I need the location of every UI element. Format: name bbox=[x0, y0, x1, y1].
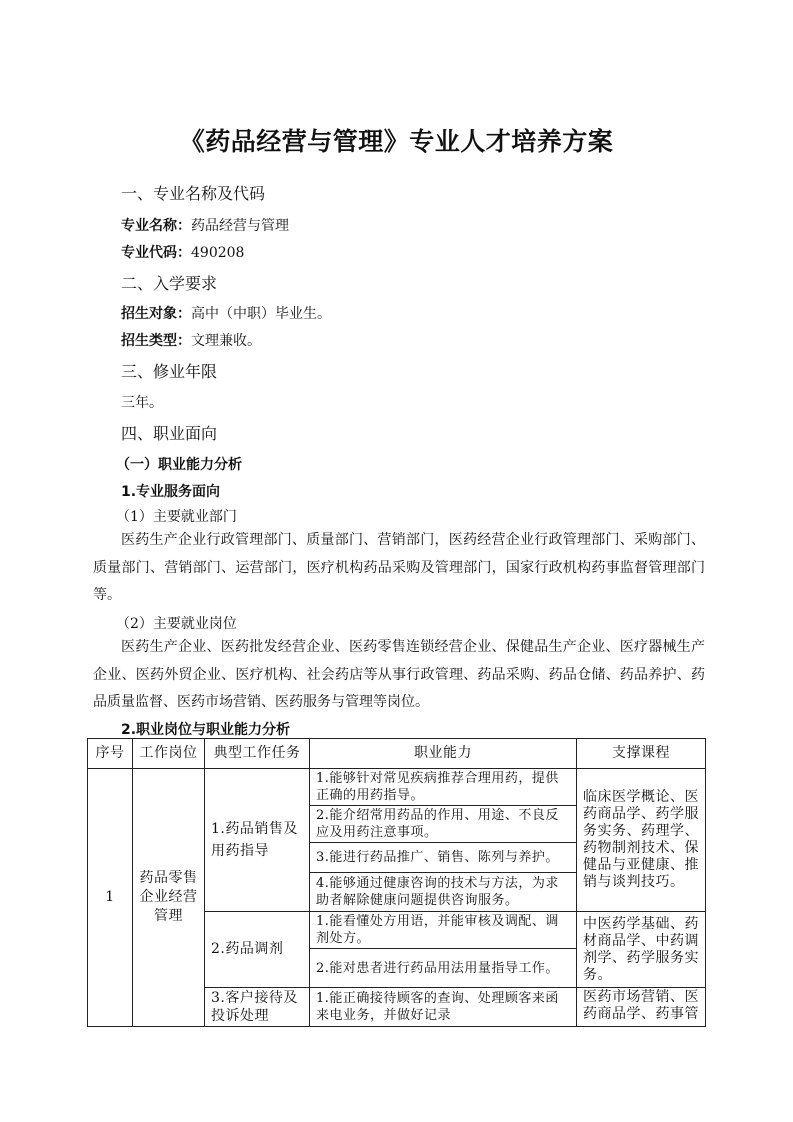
header-courses: 支撑课程 bbox=[577, 739, 706, 769]
section-heading-4: 四、职业面向 bbox=[121, 424, 218, 443]
employment-positions-label: （2）主要就业岗位 bbox=[116, 616, 237, 632]
position-ability-table bbox=[87, 738, 706, 1027]
ability-1-1: 1.能够针对常见疾病推荐合理用药，提供正确的用药指导。 bbox=[310, 769, 577, 806]
ability-1-4: 4.能够通过健康咨询的技术与方法，为求助者解除健康问题提供咨询服务。 bbox=[310, 873, 577, 912]
table-header-row bbox=[88, 739, 706, 769]
major-code-value: 490208 bbox=[191, 245, 245, 261]
task-3: 3.客户接待及投诉处理 bbox=[205, 988, 310, 1027]
ability-2-2: 2.能对患者进行药品用法用量指导工作。 bbox=[310, 949, 577, 988]
ability-1-2: 2.能介绍常用药品的作用、用途、不良反应及用药注意事项。 bbox=[310, 806, 577, 843]
ability-2-1: 1.能看懂处方用语，并能审核及调配、调剂处方。 bbox=[310, 912, 577, 949]
table-row bbox=[88, 769, 706, 806]
major-name-label: 专业名称： bbox=[121, 218, 191, 234]
header-tasks: 典型工作任务 bbox=[205, 739, 310, 769]
row-position: 药品零售企业经营管理 bbox=[133, 769, 205, 1027]
enroll-target-line bbox=[121, 303, 331, 323]
courses-task-1: 临床医学概论、医药商品学、药学服务实务、药理学、药物制剂技术、保健品与亚健康、推销与谈判技巧。 bbox=[577, 769, 706, 912]
subheading-position-ability: 2.职业岗位与职业能力分析 bbox=[121, 722, 291, 738]
enroll-type-value: 文理兼收。 bbox=[191, 333, 261, 349]
courses-task-3: 医药市场营销、医药商品学、药事管 bbox=[577, 988, 706, 1027]
section-heading-1: 一、专业名称及代码 bbox=[121, 184, 266, 203]
employment-positions-text: 医药生产企业、医药批发经营企业、医药零售连锁经营企业、保健品生产企业、医疗器械生产企业、医药外贸企业、医疗机构、社会药店等从事行政管理、药品采购、药品仓储、药品养护、药品质量监督、医药市场营销、医药服务与管理等岗位。 bbox=[93, 639, 705, 710]
section-heading-3: 三、修业年限 bbox=[121, 362, 218, 381]
major-name-value: 药品经营与管理 bbox=[191, 218, 289, 234]
section-heading-2: 二、入学要求 bbox=[121, 274, 218, 293]
major-name-line bbox=[121, 215, 289, 235]
header-abilities: 职业能力 bbox=[310, 739, 577, 769]
enroll-type-line bbox=[121, 330, 261, 350]
ability-1-3: 3.能进行药品推广、销售、陈列与养护。 bbox=[310, 843, 577, 873]
row-index: 1 bbox=[88, 769, 133, 1027]
employment-departments-label: （1）主要就业部门 bbox=[116, 509, 237, 525]
study-years: 三年。 bbox=[121, 395, 163, 411]
header-index: 序号 bbox=[88, 739, 133, 769]
enroll-type-label: 招生类型： bbox=[121, 333, 191, 349]
ability-3-1: 1.能正确接待顾客的查询、处理顾客来函来电业务，并做好记录 bbox=[310, 988, 577, 1027]
major-code-line bbox=[121, 242, 244, 262]
subheading-service-orientation: 1.专业服务面向 bbox=[121, 484, 221, 500]
courses-task-2: 中医药学基础、药材商品学、中药调剂学、药学服务实务。 bbox=[577, 912, 706, 988]
employment-departments-text: 医药生产企业行政管理部门、质量部门、营销部门，医药经营企业行政管理部门、采购部门、质量部门、营销部门、运营部门，医疗机构药品采购及管理部门，国家行政机构药事监督管理部门等。 bbox=[93, 532, 705, 603]
enroll-target-value: 高中（中职）毕业生。 bbox=[191, 306, 331, 322]
enroll-target-label: 招生对象： bbox=[121, 306, 191, 322]
task-2: 2.药品调剂 bbox=[205, 912, 310, 988]
subheading-ability-analysis: （一）职业能力分析 bbox=[116, 457, 242, 473]
task-1: 1.药品销售及用药指导 bbox=[205, 769, 310, 912]
major-code-label: 专业代码： bbox=[121, 245, 191, 261]
document-title: 《药品经营与管理》专业人才培养方案 bbox=[179, 127, 614, 156]
header-position: 工作岗位 bbox=[133, 739, 205, 769]
